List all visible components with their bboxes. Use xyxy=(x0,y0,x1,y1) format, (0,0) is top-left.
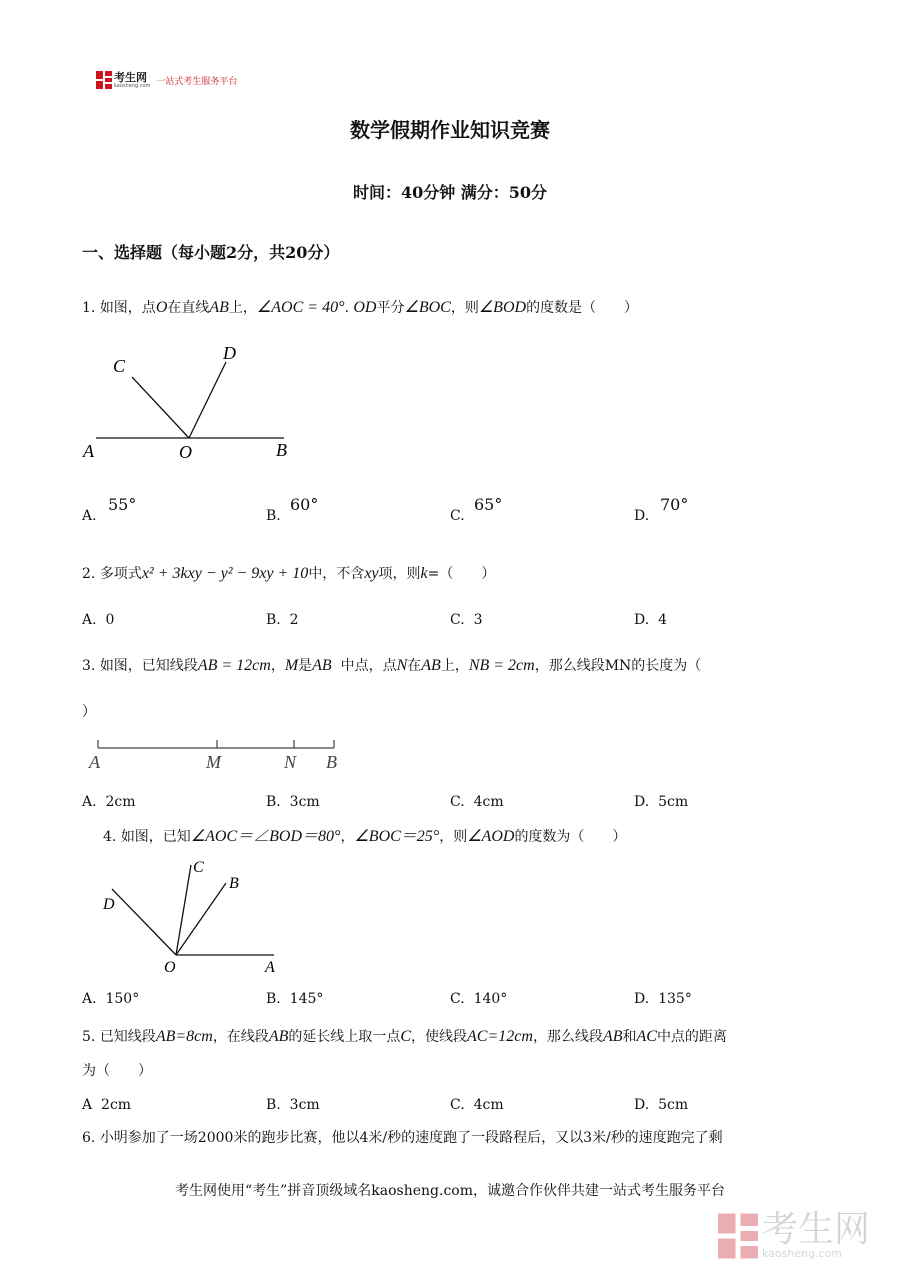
q-text: ，则 xyxy=(450,300,479,316)
label-o: O xyxy=(179,442,192,462)
option-c-value: 65° xyxy=(474,495,503,514)
option-label: B. xyxy=(266,612,281,628)
label-a: A xyxy=(89,752,100,772)
q-text: ，则 xyxy=(439,829,468,845)
option-value: 4cm xyxy=(473,1097,504,1113)
math-var: xy xyxy=(364,565,379,582)
option-value: 0 xyxy=(105,612,115,628)
option-a[interactable] xyxy=(82,508,97,524)
header-logo xyxy=(96,71,237,89)
math-expr: NB = 2cm xyxy=(468,657,535,674)
option-label: A. xyxy=(82,794,97,810)
math-var: AC xyxy=(636,1028,657,1045)
q-text: ，那么线段 xyxy=(532,1029,603,1045)
option-label: C. xyxy=(450,612,465,628)
logo-domain: kaosheng.com xyxy=(114,82,151,89)
option-d[interactable] xyxy=(634,508,649,524)
q-text: ， xyxy=(270,658,285,674)
q-text: 平分 xyxy=(376,300,405,316)
option-value: 145° xyxy=(289,991,324,1007)
logo-slogan: 一站式考生服务平台 xyxy=(156,76,238,87)
logo-name: 考生网 xyxy=(114,70,147,84)
question-number: 2. xyxy=(82,566,96,582)
kaosheng-logo-icon xyxy=(96,71,112,89)
option-b[interactable] xyxy=(266,794,320,810)
q-text: 的度数为（ ） xyxy=(514,829,627,845)
q-text: ，使线段 xyxy=(411,1029,468,1045)
option-label: B. xyxy=(266,794,281,810)
math-expr: x² + 3kxy − y² − 9xy + 10 xyxy=(141,565,309,582)
question-1 xyxy=(82,300,638,316)
q-text: 小明参加了一场2000米的跑步比赛，他以4米/秒的速度跑了一段路程后，又以3米/秒的速度跑完了剩 xyxy=(99,1130,723,1146)
math-expr: ∠BOC＝25° xyxy=(354,828,440,845)
option-value: 2cm xyxy=(105,794,136,810)
q-text: 上， xyxy=(228,300,257,316)
question-3 xyxy=(82,658,701,674)
ray-od xyxy=(189,362,226,438)
option-label: D. xyxy=(634,1097,650,1113)
option-value: 4cm xyxy=(473,794,504,810)
q-text: ， xyxy=(340,829,355,845)
math-var: AB xyxy=(312,657,332,674)
option-label: B. xyxy=(266,991,281,1007)
option-a-value: 55° xyxy=(108,495,137,514)
option-b[interactable] xyxy=(266,1097,320,1113)
page-title: 数学假期作业知识竞赛 xyxy=(350,118,550,142)
math-var: AB xyxy=(421,657,441,674)
label-c: C xyxy=(113,356,126,376)
label-o: O xyxy=(164,959,176,976)
question-number: 5. xyxy=(82,1029,96,1045)
q-text: 的度数是（ ） xyxy=(526,300,639,316)
q-text: 的延长线上取一点 xyxy=(288,1029,401,1045)
label-b: B xyxy=(229,875,239,892)
math-expr: AC=12cm xyxy=(467,1028,533,1045)
figure-q4 xyxy=(96,855,296,980)
option-value: 3 xyxy=(473,612,483,628)
option-label: A xyxy=(82,1097,93,1113)
option-label: D. xyxy=(634,991,650,1007)
label-n: N xyxy=(284,752,297,772)
option-label: B. xyxy=(266,1097,281,1113)
label-a: A xyxy=(265,959,275,976)
option-a[interactable] xyxy=(82,1097,131,1113)
q-text: 在 xyxy=(407,658,422,674)
question-number: 1. xyxy=(82,300,96,316)
question-number: 3. xyxy=(82,658,96,674)
math-var: k xyxy=(420,565,428,582)
q-text: 如图，点 xyxy=(99,300,156,316)
option-c[interactable] xyxy=(450,612,483,628)
ray-ob xyxy=(176,883,226,955)
q-text: 上， xyxy=(440,658,469,674)
option-b[interactable] xyxy=(266,508,281,524)
label-a: A xyxy=(83,441,94,461)
option-c[interactable] xyxy=(450,991,507,1007)
option-value: 5cm xyxy=(658,794,689,810)
option-a[interactable] xyxy=(82,991,139,1007)
option-value: 5cm xyxy=(658,1097,689,1113)
ray-od xyxy=(112,889,176,955)
option-value: 3cm xyxy=(289,794,320,810)
option-value: 4 xyxy=(658,612,668,628)
q-text: ，在线段 xyxy=(212,1029,269,1045)
option-label: B. xyxy=(266,508,281,524)
label-b: B xyxy=(276,440,287,460)
option-label: C. xyxy=(450,991,465,1007)
question-number: 4. xyxy=(103,829,117,845)
exam-info: 时间：40分钟 满分：50分 xyxy=(352,183,548,202)
option-label: A. xyxy=(82,612,97,628)
q-text: 在直线 xyxy=(167,300,210,316)
q-text: ，那么线段MN的长度为（ xyxy=(534,658,702,674)
question-5 xyxy=(82,1029,727,1045)
option-d[interactable] xyxy=(634,991,692,1007)
watermark-name: 考生网 xyxy=(761,1209,870,1250)
watermark-logo-icon xyxy=(718,1213,758,1259)
section-heading: 一、选择题（每小题2分，共20分） xyxy=(82,243,340,262)
label-c: C xyxy=(193,859,204,876)
math-var: OD xyxy=(353,299,377,316)
option-a[interactable] xyxy=(82,794,136,810)
option-b[interactable] xyxy=(266,991,323,1007)
option-value: 135° xyxy=(658,991,692,1007)
option-value: 150° xyxy=(105,991,140,1007)
option-d[interactable] xyxy=(634,794,688,810)
label-b: B xyxy=(326,752,337,772)
question-4 xyxy=(103,829,626,845)
math-var: AB xyxy=(209,299,229,316)
q-text: 已知线段 xyxy=(99,1029,156,1045)
math-expr: AB=8cm xyxy=(155,1028,213,1045)
figure-q3 xyxy=(88,735,348,773)
option-label: D. xyxy=(634,508,650,524)
question-3-cont: ） xyxy=(82,704,96,720)
q-text: 是 xyxy=(298,658,313,674)
label-d: D xyxy=(103,896,115,913)
q-text: . xyxy=(344,300,349,316)
option-b[interactable] xyxy=(266,612,299,628)
q-text: 项，则 xyxy=(378,566,421,582)
q-text: 和 xyxy=(622,1029,637,1045)
option-c[interactable] xyxy=(450,508,465,524)
option-a[interactable] xyxy=(82,612,114,628)
math-var: M xyxy=(284,657,299,674)
math-expr: ∠AOD xyxy=(467,828,515,845)
q-text: 中点的距离 xyxy=(656,1029,727,1045)
option-label: C. xyxy=(450,1097,465,1113)
q-text: 如图，已知线段 xyxy=(99,658,198,674)
q-text: 如图，已知 xyxy=(120,829,191,845)
ray-oc xyxy=(132,377,189,438)
option-value: 2cm xyxy=(101,1097,132,1113)
option-d[interactable] xyxy=(634,612,667,628)
q-text: 中，不含 xyxy=(308,566,365,582)
footer-note: 考生网使用“考生”拼音顶级域名kaosheng.com，诚邀合作伙伴共建一站式考生服务平台 xyxy=(174,1183,726,1199)
q-text: 中点，点 xyxy=(340,658,397,674)
option-value: 3cm xyxy=(289,1097,320,1113)
math-var: AB xyxy=(268,1028,289,1045)
option-b-value: 60° xyxy=(290,495,319,514)
math-expr: ∠AOC = 40° xyxy=(256,299,345,316)
math-var: C xyxy=(400,1028,412,1045)
option-label: C. xyxy=(450,508,465,524)
question-2 xyxy=(82,566,495,582)
label-m: M xyxy=(206,752,221,772)
option-label: A. xyxy=(82,991,97,1007)
option-c[interactable] xyxy=(450,1097,504,1113)
question-5-cont: 为（ ） xyxy=(82,1063,152,1079)
math-var: N xyxy=(396,657,408,674)
option-value: 2 xyxy=(289,612,299,628)
option-label: C. xyxy=(450,794,465,810)
watermark-domain: kaosheng.com xyxy=(761,1247,843,1260)
option-label: D. xyxy=(634,612,650,628)
question-6 xyxy=(82,1131,723,1145)
watermark xyxy=(718,1209,870,1260)
question-number: 6. xyxy=(82,1130,96,1146)
q-text: =（ ） xyxy=(427,566,496,582)
math-var: AB xyxy=(602,1028,623,1045)
math-var: O xyxy=(155,299,168,316)
option-c[interactable] xyxy=(450,794,504,810)
option-value: 140° xyxy=(473,991,508,1007)
option-d-value: 70° xyxy=(660,495,689,514)
ray-oc xyxy=(176,865,191,955)
math-expr: AB = 12cm xyxy=(197,657,271,674)
math-expr: ∠BOC xyxy=(404,299,451,316)
math-expr: ∠BOD xyxy=(478,299,527,316)
option-d[interactable] xyxy=(634,1097,688,1113)
option-label: A. xyxy=(82,508,97,524)
option-label: D. xyxy=(634,794,650,810)
label-d: D xyxy=(223,343,236,363)
q-text: 多项式 xyxy=(99,566,142,582)
math-expr: ∠AOC＝∠BOD＝80° xyxy=(190,828,341,845)
figure-q1 xyxy=(80,340,300,470)
